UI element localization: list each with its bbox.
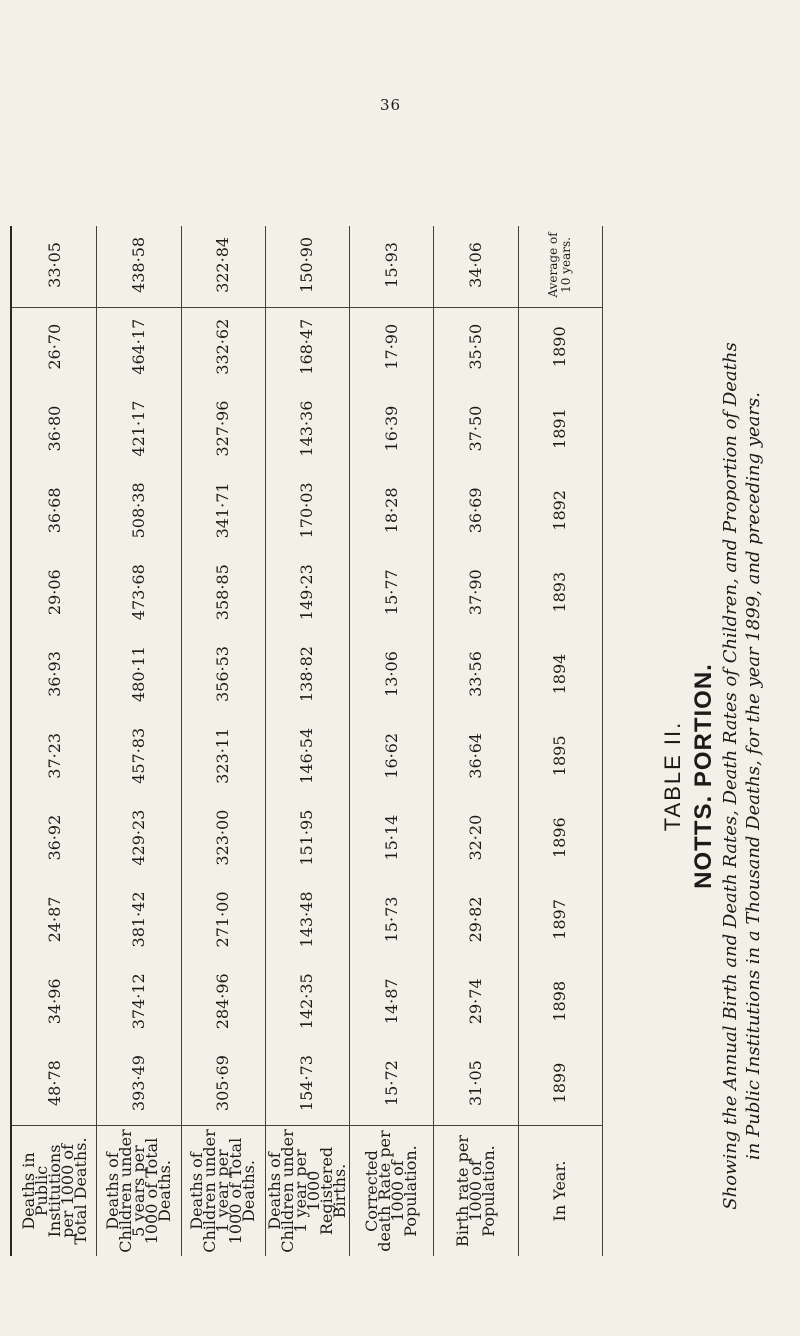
table-cell: 170·03: [297, 482, 317, 539]
table-cell: 18·28: [381, 487, 401, 534]
header-separator: [349, 1125, 433, 1126]
average-cell: Average of 10 years.: [545, 232, 573, 298]
header-separator: [433, 1125, 517, 1126]
table-cell: 464·17: [128, 318, 148, 375]
average-separator: [12, 307, 96, 308]
table-cell: 1898: [550, 980, 570, 1022]
header-separator: [518, 1125, 602, 1126]
table-band-7: [12, 226, 97, 1256]
table-cell: 356·53: [213, 646, 233, 703]
page-number: 36: [380, 96, 402, 114]
column-header: Deaths of Children under 1 year per 1000 of Total Deaths.: [187, 1129, 259, 1253]
table-cell: 1896: [550, 817, 570, 858]
table-cell: 1890: [550, 326, 570, 368]
header-separator: [96, 1125, 180, 1126]
table-cell: 34·96: [44, 978, 64, 1025]
table-cell: 429·23: [128, 809, 148, 866]
table-cell: 381·42: [128, 891, 148, 948]
table-cell: 36·80: [44, 405, 64, 452]
table-cell: 151·95: [297, 809, 317, 866]
table-cell: 393·49: [128, 1055, 148, 1112]
table-cell: 271·00: [213, 891, 233, 948]
table-cell: 1893: [550, 571, 570, 613]
average-separator: [265, 307, 349, 308]
table-cell: 15·73: [381, 896, 401, 943]
table-cell: 29·06: [44, 569, 64, 616]
average-cell: 34·06: [466, 242, 486, 288]
table-cell: 36·68: [44, 487, 64, 534]
table-cell: 32·20: [466, 814, 486, 861]
table-cell: 35·50: [466, 323, 486, 370]
table-cell: 36·93: [44, 651, 64, 697]
table-band-4: [265, 226, 350, 1256]
table-cell: 1897: [550, 899, 570, 940]
column-header: Deaths of Children under 5 years per 1000 of Total Deaths.: [102, 1129, 174, 1253]
table-cell: 421·17: [128, 400, 148, 457]
table-band-2: [433, 226, 518, 1256]
section-title: NOTTS. PORTION.: [690, 663, 717, 889]
table-cell: 143·48: [297, 891, 317, 948]
caption-line-2: in Public Institutions in a Thousand Deaths, for the year 1899, and preceding years.: [743, 392, 764, 1160]
table-cell: 508·38: [128, 482, 148, 539]
table-cell: 15·77: [381, 569, 401, 616]
average-separator: [349, 307, 433, 308]
average-cell: 150·90: [297, 236, 317, 293]
table-cell: 48·78: [44, 1060, 64, 1106]
table-cell: 168·47: [297, 318, 317, 375]
table-cell: 473·68: [128, 564, 148, 621]
table-band-6: [96, 226, 181, 1256]
caption-line-1: Showing the Annual Birth and Death Rates, Death Rates of Children, and Proportion of Deaths: [720, 342, 741, 1210]
table-cell: 1891: [550, 408, 570, 449]
table-cell: 142·35: [297, 973, 317, 1030]
table-cell: 154·73: [297, 1055, 317, 1112]
average-separator: [433, 307, 517, 308]
statistics-table: [10, 226, 602, 1256]
table-cell: 341·71: [213, 482, 233, 539]
table-cell: 13·06: [381, 651, 401, 697]
table-cell: 457·83: [128, 727, 148, 784]
table-cell: 327·96: [213, 400, 233, 457]
header-separator: [181, 1125, 265, 1126]
table-cell: 1894: [550, 653, 570, 695]
column-header: In Year.: [550, 1160, 570, 1222]
column-header: Corrected death Rate per 1000 of Population.: [362, 1130, 421, 1252]
column-header: Deaths in Public Institutions per 1000 of Total Deaths.: [18, 1137, 90, 1245]
table-band-3: [349, 226, 434, 1256]
table-cell: 323·11: [213, 727, 233, 784]
average-separator: [96, 307, 180, 308]
rotated-content: [0, 226, 800, 1336]
average-cell: 438·58: [128, 236, 148, 293]
table-label: TABLE II.: [660, 720, 685, 832]
table-cell: 37·23: [44, 732, 64, 779]
column-header: Deaths of Children under 1 year per 1000 Registered Births.: [264, 1129, 349, 1253]
average-cell: 322·84: [213, 236, 233, 293]
column-header: Birth rate per 1000 of Population.: [453, 1135, 499, 1247]
table-cell: 37·90: [466, 569, 486, 616]
table-cell: 17·90: [381, 323, 401, 370]
header-separator: [265, 1125, 349, 1126]
table-cell: 149·23: [297, 564, 317, 621]
table-cell: 29·82: [466, 896, 486, 943]
header-separator: [12, 1125, 96, 1126]
table-band-1: [518, 226, 603, 1256]
table-cell: 374·12: [128, 973, 148, 1030]
average-separator: [181, 307, 265, 308]
table-cell: 284·96: [213, 973, 233, 1030]
table-cell: 14·87: [381, 978, 401, 1025]
average-cell: 33·05: [44, 242, 64, 288]
table-cell: 26·70: [44, 323, 64, 370]
average-cell: 15·93: [381, 242, 401, 288]
table-cell: 37·50: [466, 405, 486, 452]
table-cell: 29·74: [466, 978, 486, 1025]
table-cell: 143·36: [297, 400, 317, 457]
average-separator: [518, 307, 602, 308]
table-cell: 33·56: [466, 651, 486, 697]
table-cell: 1892: [550, 490, 570, 531]
table-band-5: [181, 226, 266, 1256]
table-cell: 138·82: [297, 646, 317, 703]
table-cell: 15·72: [381, 1060, 401, 1106]
table-cell: 36·69: [466, 487, 486, 534]
table-cell: 16·62: [381, 732, 401, 779]
table-cell: 36·64: [466, 732, 486, 779]
table-cell: 36·92: [44, 814, 64, 861]
table-cell: 31·05: [466, 1060, 486, 1106]
title-block: [590, 276, 800, 1276]
table-cell: 332·62: [213, 318, 233, 375]
table-cell: 1895: [550, 735, 570, 777]
table-cell: 1899: [550, 1062, 570, 1104]
table-cell: 15·14: [381, 814, 401, 861]
table-cell: 323·00: [213, 809, 233, 866]
table-cell: 480·11: [128, 646, 148, 703]
table-cell: 358·85: [213, 564, 233, 621]
table-cell: 305·69: [213, 1055, 233, 1112]
table-cell: 24·87: [44, 896, 64, 943]
table-cell: 16·39: [381, 405, 401, 452]
table-cell: 146·54: [297, 727, 317, 784]
